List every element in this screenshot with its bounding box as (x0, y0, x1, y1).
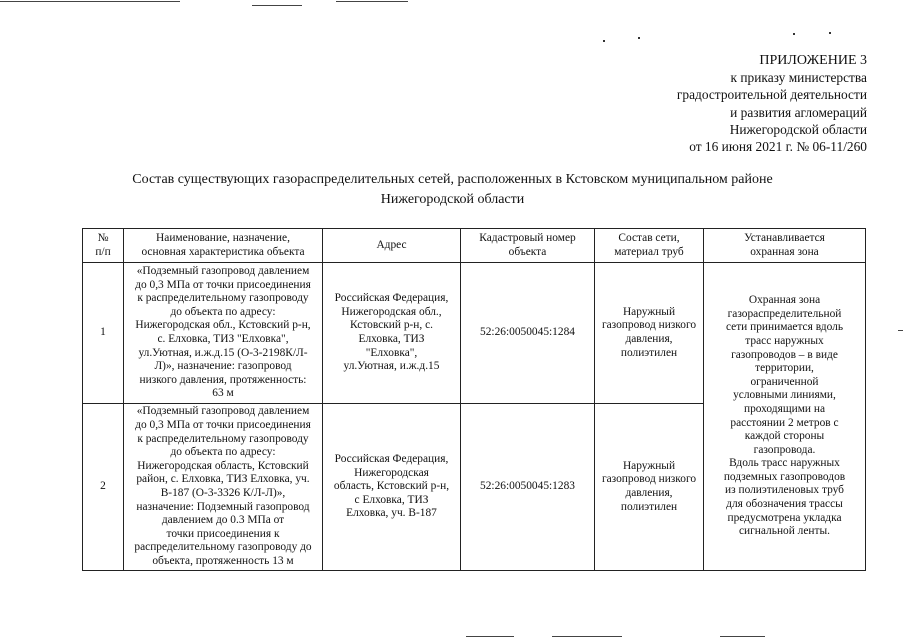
document-title (0, 170, 905, 210)
col-header-address: Адрес (323, 229, 461, 263)
gas-network-table (82, 228, 866, 571)
table-header-row (83, 229, 866, 263)
cell-address: Российская Федерация, Нижегородская обл., Кстовский р-н, с. Елховка, ТИЗ "Елховка", ул.Уютная, и.ж.д.15 (323, 263, 461, 404)
col-header-protection-zone: Устанавливается охранная зона (704, 229, 866, 263)
scan-artifact-bottom-2 (552, 636, 622, 637)
cell-number: 2 (83, 404, 124, 571)
cell-name: «Подземный газопровод давлением до 0,3 МПа от точки присоединения к распределительному газопроводу до объекта по адресу: Нижегородская область, Кстовский район, с. Елховка, ТИЗ Елховка, уч. В-187 (О-3-3326 К/Л-Л)», назначение: Подземный газопровод давлением до 0.3 МПа от точки присоединения к распределительному газопроводу до объекта, протяженность 13 м (124, 404, 323, 571)
appendix-line: к приказу министерства (730, 70, 867, 86)
cell-cadastral: 52:26:0050045:1283 (461, 404, 595, 571)
scan-artifact-top-left (0, 1, 180, 2)
appendix-line: от 16 июня 2021 г. № 06-11/260 (689, 139, 867, 155)
appendix-line: и развития агломераций (730, 104, 867, 120)
scan-artifact-top-mid (252, 5, 302, 6)
cell-protection-zone: Охранная зона газораспределительной сети принимается вдоль трасс наружных газопроводов – в виде территории, ограниченной условными линиями, проходящими на расстоянии 2 метров с каждой стороны газопровода. Вдоль трасс наружных подземных газопроводов из полиэтиленовых труб для обозначения трассы предусмотрена укладка сигнальной ленты. (704, 263, 866, 571)
scan-artifact-bottom-1 (466, 636, 514, 637)
cell-number: 1 (83, 263, 124, 404)
scan-artifact-top-right (336, 1, 408, 2)
scan-speck (829, 32, 831, 34)
cell-network: Наружный газопровод низкого давления, полиэтилен (595, 263, 704, 404)
scan-artifact-bottom-3 (720, 636, 765, 637)
scan-artifact-right-edge (898, 330, 903, 331)
appendix-line: Нижегородской области (729, 121, 867, 137)
scan-speck (603, 40, 605, 42)
col-header-number: № п/п (83, 229, 124, 263)
col-header-name: Наименование, назначение, основная характеристика объекта (124, 229, 323, 263)
cell-address: Российская Федерация, Нижегородская область, Кстовский р-н, с Елховка, ТИЗ Елховка, уч. В-187 (323, 404, 461, 571)
cell-name: «Подземный газопровод давлением до 0,3 МПа от точки присоединения к распределительному газопроводу до объекта по адресу: Нижегородская обл., Кстовский р-н, с. Елховка, ТИЗ "Елховка", ул.Уютная, и.ж.д.15 (О-3-2198К/Л- Л)», назначение: газопровод низкого давления, протяженность: 63 м (124, 263, 323, 404)
scan-speck (793, 33, 795, 35)
table-row (83, 263, 866, 404)
appendix-header (677, 52, 867, 155)
cell-network: Наружный газопровод низкого давления, полиэтилен (595, 404, 704, 571)
appendix-line: градостроительной деятельности (676, 87, 867, 103)
document-title-line: Состав существующих газораспределительных сетей, расположенных в Кстовском муниципальном районе (132, 172, 773, 187)
scan-speck (638, 37, 640, 39)
appendix-title: ПРИЛОЖЕНИЕ 3 (759, 53, 867, 68)
cell-cadastral: 52:26:0050045:1284 (461, 263, 595, 404)
col-header-cadastral: Кадастровый номер объекта (461, 229, 595, 263)
document-title-line: Нижегородской области (380, 192, 525, 207)
col-header-network: Состав сети, материал труб (595, 229, 704, 263)
